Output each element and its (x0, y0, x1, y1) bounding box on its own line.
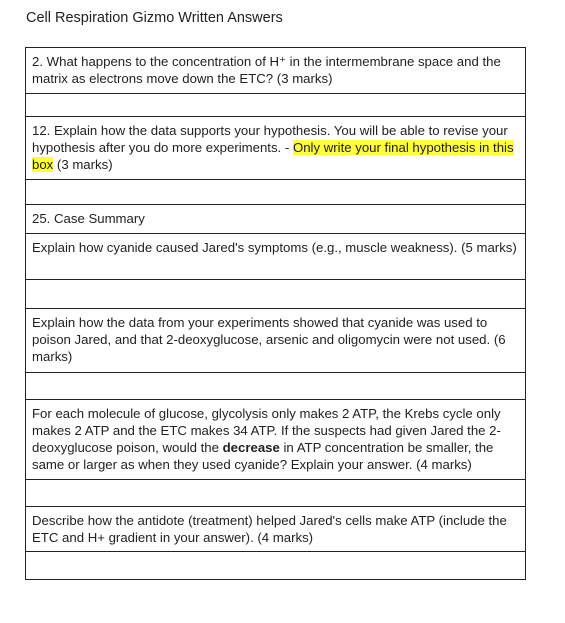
question-12-intro: 12. Explain how the data supports your hypothesis. You will be able to revise your hypothesis after you do more experiments. - (32, 123, 508, 155)
answer-input-data[interactable] (26, 373, 526, 400)
answer-table (25, 47, 526, 580)
data-question-row (26, 309, 526, 373)
answer-input-12[interactable] (26, 180, 526, 205)
glucose-question-text (26, 400, 526, 480)
answer-input-glucose[interactable] (26, 480, 526, 507)
symptoms-question-text: Explain how cyanide caused Jared's symptoms (e.g., muscle weakness). (5 marks) (26, 234, 526, 280)
answer-cell-data[interactable] (26, 373, 526, 400)
symptoms-question-row (26, 234, 526, 280)
glucose-question-bold: decrease (222, 440, 280, 455)
question-12-highlight: Only write your final hypothesis in this box (32, 140, 514, 172)
antidote-question-row (26, 507, 526, 552)
question-row-2 (26, 48, 526, 94)
glucose-question-row (26, 400, 526, 480)
case-summary-heading: 25. Case Summary (26, 205, 526, 234)
answer-input-2[interactable] (26, 94, 526, 117)
question-12-text (26, 117, 526, 180)
answer-cell-2[interactable] (26, 94, 526, 117)
question-row-12 (26, 117, 526, 180)
antidote-question-text: Describe how the antidote (treatment) helped Jared's cells make ATP (include the ETC and H+ gradient in your answer). (4 marks) (26, 507, 526, 552)
answer-cell-glucose[interactable] (26, 480, 526, 507)
document-title: Cell Respiration Gizmo Written Answers (26, 10, 283, 26)
question-2-text: 2. What happens to the concentration of H⁺ in the intermembrane space and the matrix as electrons move down the ETC? (3 marks) (26, 48, 526, 94)
data-question-text: Explain how the data from your experiments showed that cyanide was used to poison Jared, and that 2-deoxyglucose, arsenic and oligomycin were not used. (6 marks) (26, 309, 526, 373)
glucose-question-end: in ATP concentration be smaller, the same or larger as when they used cyanide? Explain your answer. (4 marks) (32, 440, 494, 472)
answer-input-symptoms[interactable] (26, 280, 526, 309)
answer-cell-antidote[interactable] (26, 552, 526, 580)
answer-cell-symptoms[interactable] (26, 280, 526, 309)
case-summary-row (26, 205, 526, 234)
glucose-question-intro: For each molecule of glucose, glycolysis only makes 2 ATP, the Krebs cycle only makes 2 ATP and the ETC makes 34 ATP. If the suspects had given Jared the 2-deoxyglucose poison, would the (32, 406, 501, 455)
question-12-marks: (3 marks) (53, 157, 113, 172)
answer-input-antidote[interactable] (26, 552, 526, 580)
answer-cell-12[interactable] (26, 180, 526, 205)
